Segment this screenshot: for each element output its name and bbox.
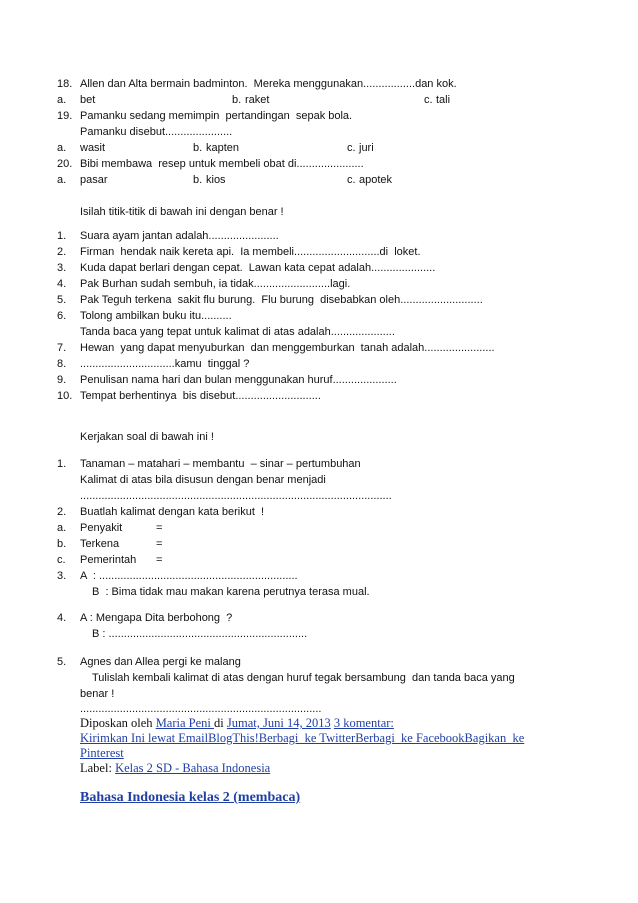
option-text: kios <box>206 174 226 186</box>
essay-number: 4. <box>57 612 67 624</box>
item-number: 7. <box>57 342 67 354</box>
essay-text: Agnes dan Allea pergi ke malang <box>80 656 241 668</box>
option-label: a. <box>57 94 67 106</box>
option-text: wasit <box>80 142 106 154</box>
author-link[interactable]: Maria Peni <box>155 716 215 730</box>
question-text: Pamanku sedang memimpin pertandingan sepak bola. <box>80 110 353 122</box>
option-label: b. <box>193 142 203 154</box>
post-meta <box>80 716 394 731</box>
answer-blank: ............................................................................... <box>80 703 322 715</box>
row-word: Penyakit <box>80 522 123 534</box>
posted-by-label: Diposkan oleh <box>80 716 156 730</box>
item-text: Tempat berhentinya bis disebut............................ <box>80 390 321 402</box>
section-instruction: Kerjakan soal di bawah ini ! <box>80 431 214 443</box>
option-text: bet <box>80 94 96 106</box>
question-number: 18. <box>57 78 73 90</box>
comments-link[interactable]: 3 komentar: <box>333 716 394 730</box>
option-text: juri <box>359 142 374 154</box>
question-text: Allen dan Alta bermain badminton. Mereka menggunakan.................dan kok. <box>80 78 457 90</box>
question-number: 20. <box>57 158 73 170</box>
row-equals: = <box>156 554 163 566</box>
essay-text-line2: Tulislah kembali kalimat di atas dengan huruf tegak bersambung dan tanda baca yang <box>92 672 515 684</box>
item-text: Pak Burhan sudah sembuh, ia tidak.........................lagi. <box>80 278 351 290</box>
question-text-line2: Pamanku disebut...................... <box>80 126 233 138</box>
essay-text: Buatlah kalimat dengan kata berikut ! <box>80 506 265 518</box>
row-label: b. <box>57 538 67 550</box>
item-text: Suara ayam jantan adalah....................... <box>80 230 279 242</box>
option-label: c. <box>347 142 356 154</box>
share-links[interactable]: Kirimkan Ini lewat EmailBlogThis!Berbagi ke TwitterBerbagi ke FacebookBagikan ke <box>80 731 525 745</box>
row-word: Terkena <box>80 538 120 550</box>
item-text: ...............................kamu tinggal ? <box>80 358 250 370</box>
item-number: 5. <box>57 294 67 306</box>
essay-number: 2. <box>57 506 67 518</box>
item-text: Tolong ambilkan buku itu.......... <box>80 310 232 322</box>
option-label: c. <box>424 94 433 106</box>
answer-blank: ...................................................................................................... <box>80 490 392 502</box>
row-label: a. <box>57 522 67 534</box>
option-label: c. <box>347 174 356 186</box>
option-label: b. <box>232 94 242 106</box>
question-text: Bibi membawa resep untuk membeli obat di...................... <box>80 158 364 170</box>
item-text: Pak Teguh terkena sakit flu burung. Flu burung disebabkan oleh........................... <box>80 294 483 306</box>
row-equals: = <box>156 538 163 550</box>
row-label: c. <box>57 554 66 566</box>
date-link[interactable]: Jumat, Juni 14, 2013 <box>226 716 331 730</box>
labels <box>80 761 270 776</box>
item-number: 9. <box>57 374 67 386</box>
section-instruction: Isilah titik-titik di bawah ini dengan benar ! <box>80 206 284 218</box>
option-text: pasar <box>80 174 108 186</box>
essay-text: Tanaman – matahari – membantu – sinar – pertumbuhan <box>80 458 361 470</box>
row-word: Pemerintah <box>80 554 137 566</box>
option-text: apotek <box>359 174 393 186</box>
share-pinterest-link[interactable]: Pinterest <box>80 746 124 760</box>
post-title-link[interactable]: Bahasa Indonesia kelas 2 (membaca) <box>80 790 301 805</box>
item-text: Hewan yang dapat menyuburkan dan menggemburkan tanah adalah....................... <box>80 342 495 354</box>
essay-text-line3: benar ! <box>80 688 115 700</box>
item-number: 8. <box>57 358 67 370</box>
item-number: 10. <box>57 390 73 402</box>
essay-text-line2: Kalimat di atas bila disusun dengan benar menjadi <box>80 474 326 486</box>
item-text: Firman hendak naik kereta api. Ia membeli............................di loket. <box>80 246 421 258</box>
item-number: 3. <box>57 262 67 274</box>
item-number: 6. <box>57 310 67 322</box>
row-equals: = <box>156 522 163 534</box>
item-number: 2. <box>57 246 67 258</box>
item-text: Kuda dapat berlari dengan cepat. Lawan kata cepat adalah..................... <box>80 262 436 274</box>
essay-number: 5. <box>57 656 67 668</box>
essay-number: 3. <box>57 570 67 582</box>
item-text: Penulisan nama hari dan bulan menggunakan huruf..................... <box>80 374 397 386</box>
label-prefix: Label: <box>80 761 116 775</box>
dialog-line-b: B : Bima tidak mau makan karena perutnya terasa mual. <box>92 586 370 598</box>
at-label: di <box>214 716 227 730</box>
option-label: a. <box>57 142 67 154</box>
dialog-line-b: B : ................................................................. <box>92 628 308 640</box>
question-number: 19. <box>57 110 73 122</box>
item-number: 1. <box>57 230 67 242</box>
option-text: kapten <box>206 142 240 154</box>
dialog-line-a: A : Mengapa Dita berbohong ? <box>80 612 233 624</box>
option-text: tali <box>436 94 451 106</box>
item-text-line2: Tanda baca yang tepat untuk kalimat di atas adalah..................... <box>80 326 395 338</box>
option-label: a. <box>57 174 67 186</box>
item-number: 4. <box>57 278 67 290</box>
essay-number: 1. <box>57 458 67 470</box>
label-link[interactable]: Kelas 2 SD - Bahasa Indonesia <box>115 761 271 775</box>
option-label: b. <box>193 174 203 186</box>
option-text: raket <box>245 94 270 106</box>
dialog-line-a: A : ................................................................. <box>80 570 298 582</box>
